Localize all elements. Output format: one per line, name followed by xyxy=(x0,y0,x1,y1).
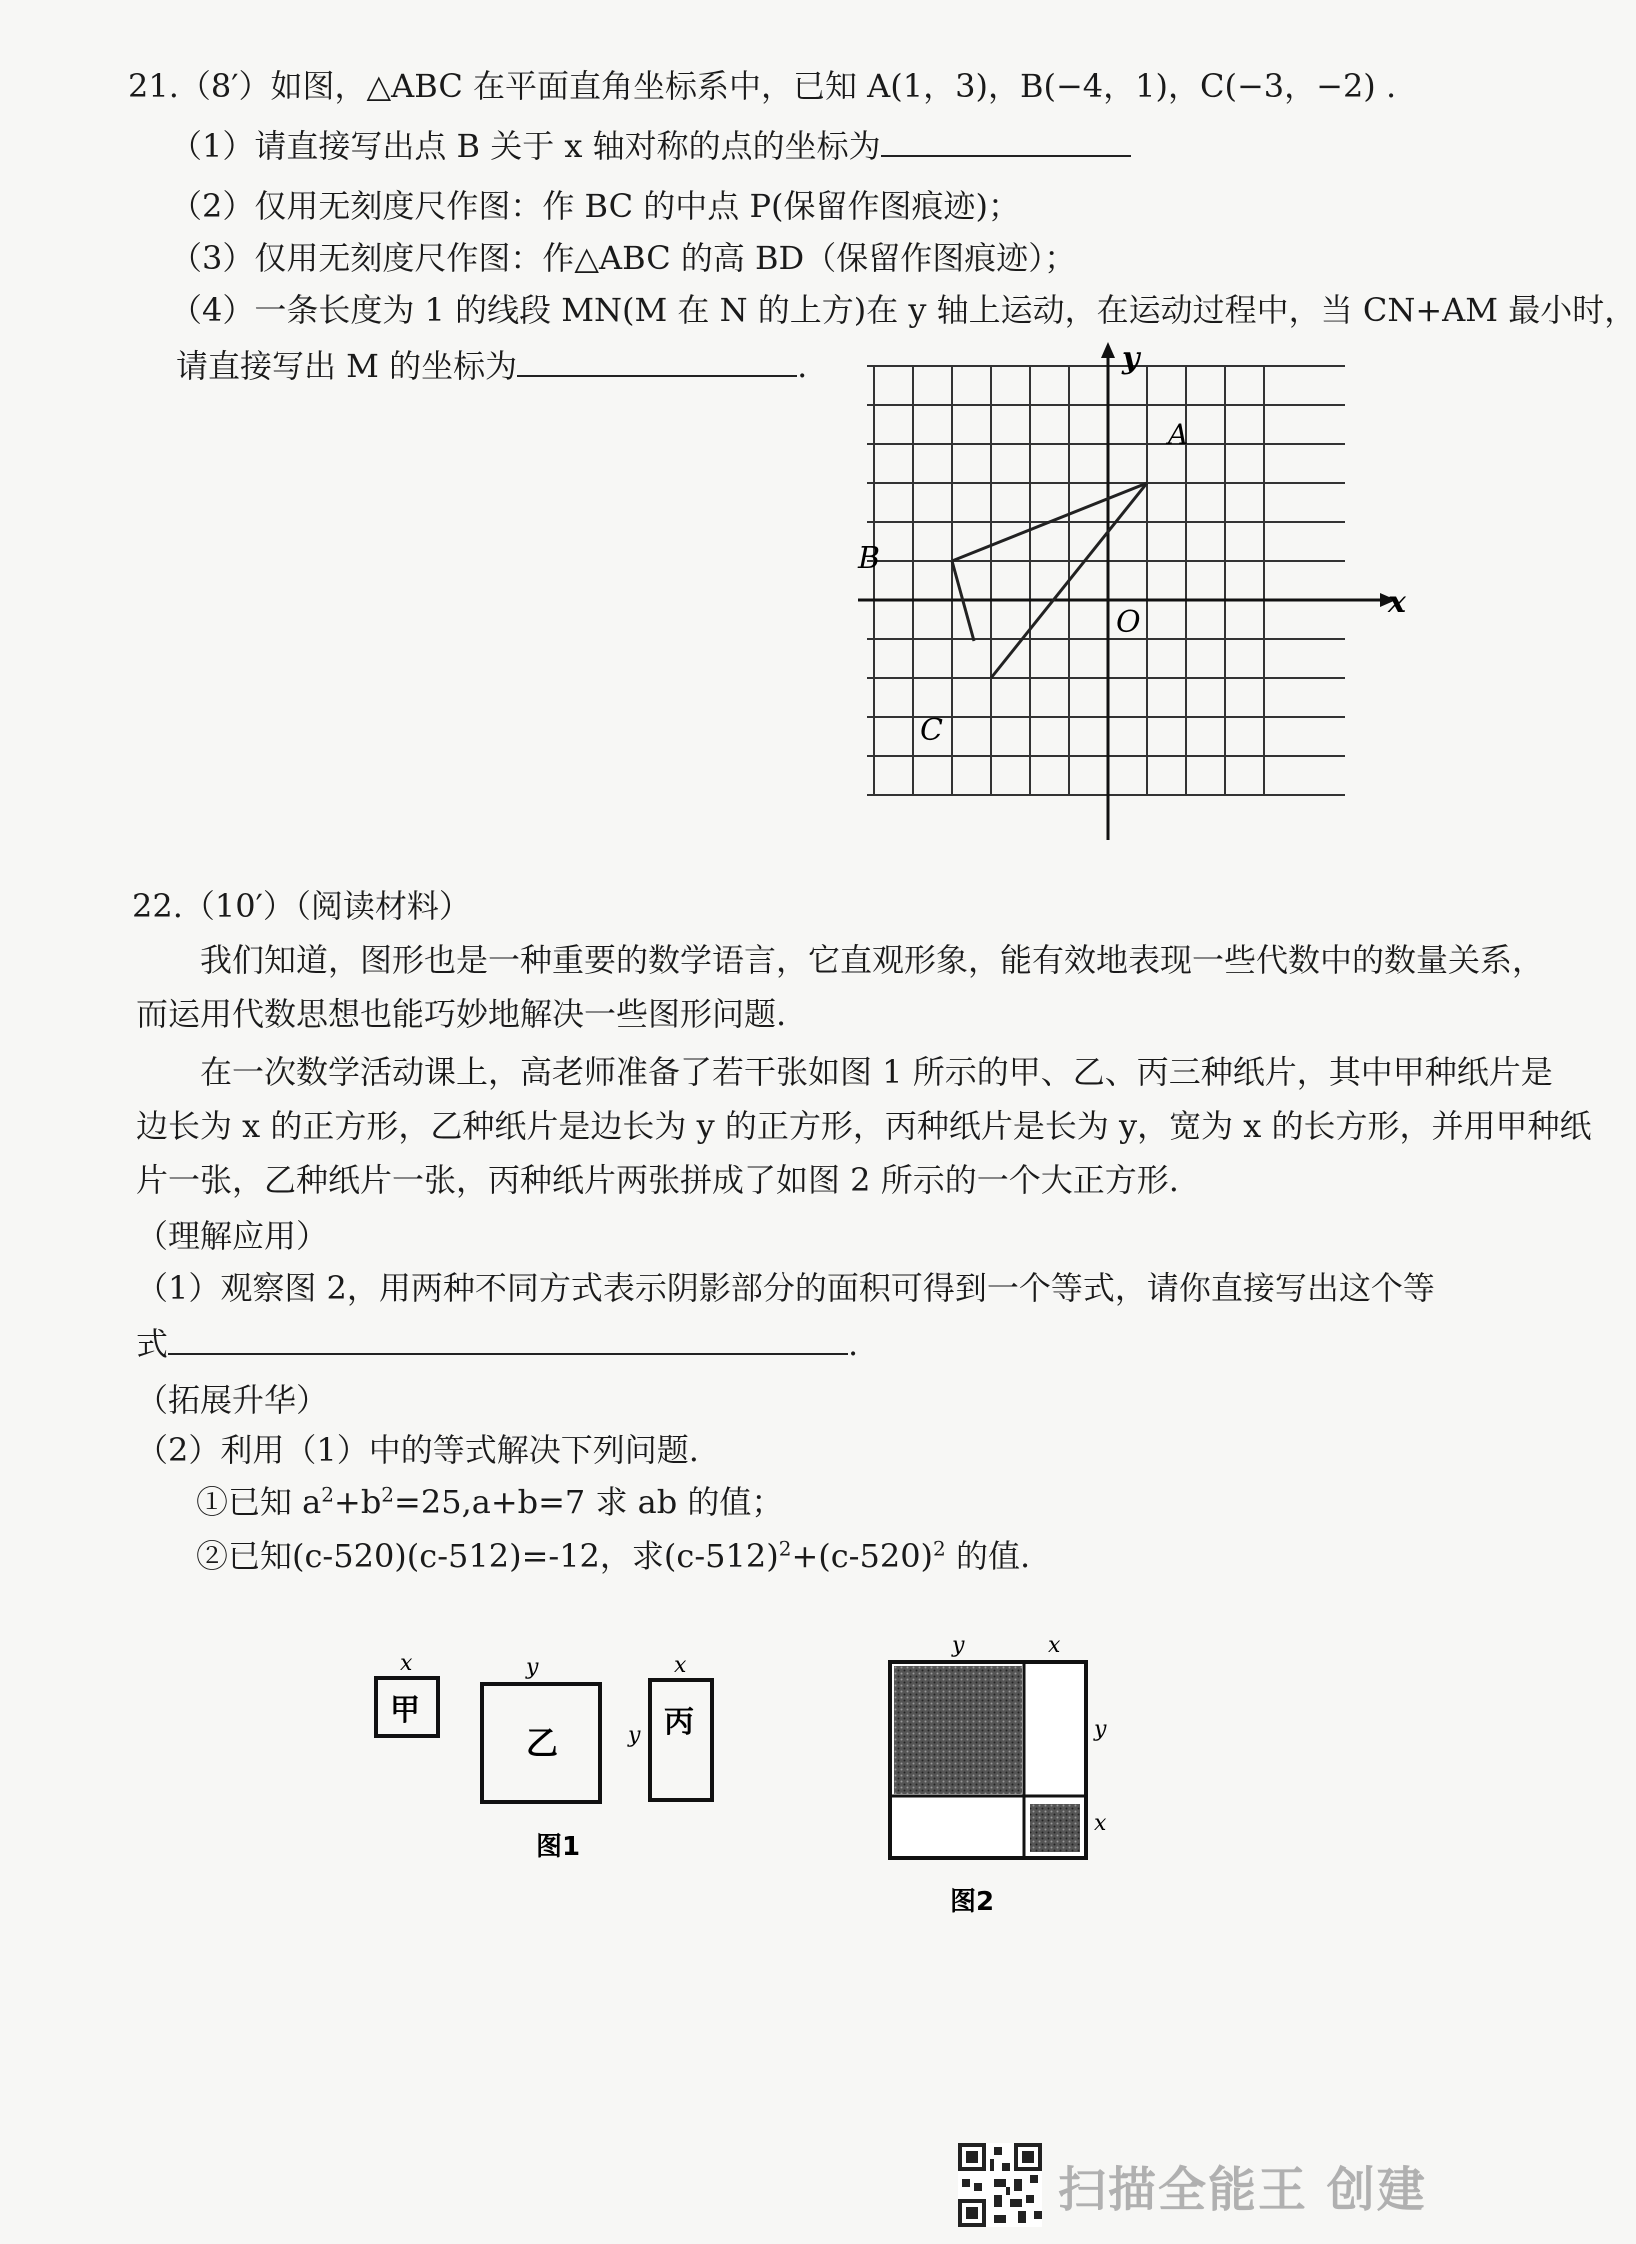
q22-q1b xyxy=(136,1324,858,1364)
q22-q1-blank[interactable] xyxy=(168,1325,848,1355)
q22-q2ii-post: 的值. xyxy=(945,1537,1031,1575)
q22-q1a: （1）观察图 2，用两种不同方式表示阴影部分的面积可得到一个等式，请你直接写出这个等 xyxy=(136,1269,1435,1307)
point-C-label: C xyxy=(920,713,943,748)
figure-1-caption: 图1 xyxy=(536,1832,581,1862)
q22-q2i-pre: ①已知 a xyxy=(196,1483,322,1521)
qr-code-icon xyxy=(958,2143,1042,2227)
q21-part1-text: （1）请直接写出点 B 关于 x 轴对称的点的坐标为 xyxy=(170,127,881,165)
q22-title: 22.（10′）（阅读材料） xyxy=(132,887,471,925)
fig2-y-right: y xyxy=(1094,1717,1107,1742)
y-axis-arrow xyxy=(1101,342,1115,358)
q21-part4b xyxy=(176,346,807,386)
sup-2: 2 xyxy=(381,1482,395,1507)
scanner-watermark xyxy=(958,2142,1438,2228)
sup-2: 2 xyxy=(321,1482,334,1507)
y-axis-label: y xyxy=(1122,341,1140,376)
q22-q2i-post: =25,a+b=7 求 ab 的值； xyxy=(394,1483,784,1521)
point-A-label: A xyxy=(1168,418,1189,451)
fig2-y-top: y xyxy=(952,1633,965,1658)
shaded-x-square xyxy=(1030,1804,1080,1852)
q22-q2-item2 xyxy=(196,1536,1030,1576)
q21-part1 xyxy=(170,126,1131,166)
q22-section-extend: （拓展升华） xyxy=(136,1381,329,1419)
watermark-text: 扫描全能王 创建 xyxy=(1058,2161,1427,2218)
origin-label: O xyxy=(1116,605,1141,640)
q22-q2ii-mid: +(c-520) xyxy=(791,1537,934,1575)
piece-bing-y: y xyxy=(628,1723,641,1748)
q21-part4b-text: 请直接写出 M 的坐标为 xyxy=(176,347,518,385)
sup-2: 2 xyxy=(933,1536,946,1561)
q21-part1-blank[interactable] xyxy=(881,127,1131,157)
q22-q2ii-pre: ②已知(c-520)(c-512)=-12，求(c-512) xyxy=(196,1537,779,1575)
q21-part4-blank[interactable] xyxy=(517,347,797,377)
q22-section-understand: （理解应用） xyxy=(136,1217,329,1255)
fig2-x-right: x xyxy=(1094,1811,1107,1836)
piece-yi-label: 乙 xyxy=(526,1724,559,1762)
fig2-x-top: x xyxy=(1048,1633,1061,1658)
q22-para2a: 在一次数学活动课上，高老师准备了若干张如图 1 所示的甲、乙、丙三种纸片，其中甲种纸片是 xyxy=(200,1053,1553,1091)
piece-yi-y: y xyxy=(526,1655,539,1680)
point-B-label: B xyxy=(858,541,881,576)
triangle-ABC xyxy=(952,483,1147,678)
piece-bing-x: x xyxy=(674,1653,687,1678)
figure-2 xyxy=(870,1630,1130,1920)
q22-para1b: 而运用代数思想也能巧妙地解决一些图形问题. xyxy=(136,995,787,1033)
q22-q1b-text: 式 xyxy=(136,1325,169,1363)
q22-q2i-mid: +b xyxy=(334,1483,382,1521)
q21-part4b-end: . xyxy=(797,347,808,385)
q21-title: 21.（8′）如图，△ABC 在平面直角坐标系中，已知 A(1，3)，B(−4，1)，C(−3，−2) . xyxy=(128,67,1397,105)
figure-1 xyxy=(360,1650,740,1870)
piece-jia-label: 甲 xyxy=(390,1693,420,1728)
piece-bing xyxy=(650,1680,712,1800)
piece-jia-x: x xyxy=(400,1651,413,1676)
q21-part2: （2）仅用无刻度尺作图：作 BC 的中点 P(保留作图痕迹)； xyxy=(170,187,1020,225)
q21-part4: （4）一条长度为 1 的线段 MN(M 在 N 的上方)在 y 轴上运动，在运动过程中，当 CN+AM 最小时， xyxy=(170,291,1636,329)
coordinate-grid-figure xyxy=(840,340,1406,840)
q22-q1b-end: . xyxy=(848,1325,859,1363)
piece-bing-label: 丙 xyxy=(664,1705,694,1740)
shaded-y-square xyxy=(894,1666,1022,1794)
figure-2-caption: 图2 xyxy=(950,1887,995,1917)
q21-part3: （3）仅用无刻度尺作图：作△ABC 的高 BD（保留作图痕迹）； xyxy=(170,239,1077,277)
sup-2: 2 xyxy=(778,1536,792,1561)
q22-q2: （2）利用（1）中的等式解决下列问题. xyxy=(136,1431,699,1469)
q22-para1a: 我们知道，图形也是一种重要的数学语言，它直观形象，能有效地表现一些代数中的数量关系， xyxy=(200,941,1545,979)
q22-q2-item1 xyxy=(196,1482,783,1522)
q22-para2c: 片一张，乙种纸片一张，丙种纸片两张拼成了如图 2 所示的一个大正方形. xyxy=(136,1161,1179,1199)
q22-para2b: 边长为 x 的正方形，乙种纸片是边长为 y 的正方形，丙种纸片是长为 y，宽为 x 的长方形，并用甲种纸 xyxy=(136,1107,1592,1145)
x-axis-label: x xyxy=(1388,585,1406,620)
